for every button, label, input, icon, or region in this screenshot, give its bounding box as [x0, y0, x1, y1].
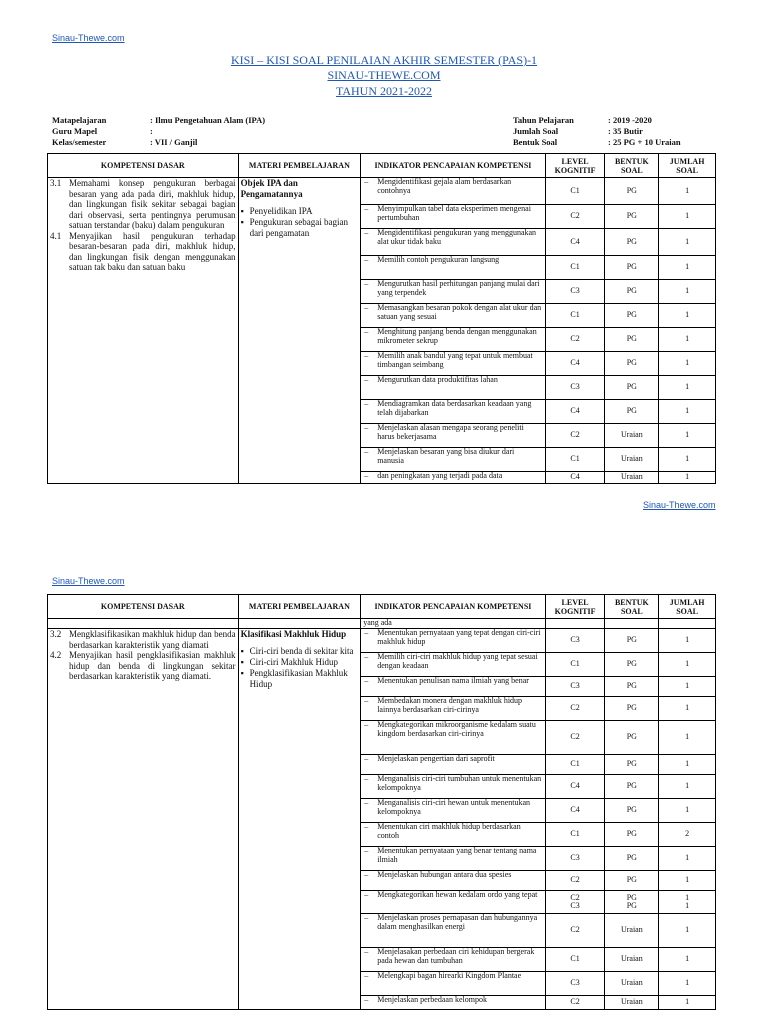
materi-list [241, 646, 359, 690]
materi-item [241, 206, 359, 217]
bentuk-cell: PG [605, 823, 659, 847]
jumlah-cell: 1 [659, 871, 716, 891]
level-cell: C1 [545, 256, 605, 280]
indikator-text: Menjelaskan alasan mengapa seorang peneliti harus bekerjasama [377, 423, 524, 441]
materi-item [241, 668, 359, 690]
dash-icon: – [364, 870, 369, 879]
indikator-cell [361, 996, 545, 1010]
jumlah-cell: 2 [659, 823, 716, 847]
bentuk-cell: PG [605, 256, 659, 280]
indikator-cell [361, 891, 545, 914]
dash-icon: – [364, 754, 369, 763]
indikator-cell [361, 304, 545, 328]
bentuk-cell: Uraian [605, 972, 659, 996]
jumlah-cell: 1 [659, 229, 716, 256]
kd-text: Menyajikan hasil pengklasifikasian makhluk hidup dan benda di lingkungan sekitar berdasarkan karakteristik yang diamati. [69, 650, 236, 681]
doc-title: KISI – KISI SOAL PENILAIAN AKHIR SEMESTER (PAS)-1 [230, 53, 538, 67]
indikator-continuation: yang ada [361, 619, 545, 629]
bentuk-cell: PG [605, 697, 659, 721]
jumlah-cell: 1 [659, 280, 716, 304]
bentuk-cell: Uraian [605, 424, 659, 448]
indikator-text: Menjelaskan besaran yang bisa diukur dari manusia [377, 447, 515, 465]
dash-icon: – [364, 971, 369, 980]
site-link-page2[interactable]: Sinau-Thewe.com [52, 576, 125, 586]
dash-icon: – [364, 822, 369, 831]
level-cell: C4 [545, 775, 605, 799]
jumlah-cell: 1 [659, 755, 716, 775]
indikator-text: Memilih contoh pengukuran langsung [377, 255, 500, 264]
indikator-text: Menentukan pernyataan yang benar tentang nama ilmiah [377, 846, 537, 864]
level-cell: C2 [545, 328, 605, 352]
indikator-text: Mengidentifikasi pengukuran yang menggunakan alat ukur tidak baku [377, 228, 537, 246]
bentuk-cell: PG [605, 328, 659, 352]
materi-item [241, 646, 359, 657]
indikator-text: Memasangkan besaran pokok dengan alat ukur dan satuan yang sesuai [377, 303, 542, 321]
indikator-text: Menjelasakan perbedaan ciri kehidupan bergerak pada hewan dan tumbuhan [377, 947, 535, 965]
level-cell: C1 [545, 178, 605, 205]
indikator-text: Menentukan pernyataan yang tepat dengan ciri-ciri makhluk hidup [377, 628, 541, 646]
level-cell: C3 [545, 847, 605, 871]
header-indikator: INDIKATOR PENCAPAIAN KOMPETENSI [361, 154, 545, 178]
materi-heading: Objek IPA dan Pengamatannya [240, 178, 303, 199]
materi-text: Pengukuran sebagai bagian dari pengamatan [249, 217, 349, 238]
indikator-cell [361, 629, 545, 653]
indikator-text: Menganalisis ciri-ciri tumbuhan untuk menentukan kelompoknya [377, 774, 542, 792]
level-cell: C2 [545, 996, 605, 1010]
level-cell: C4 [545, 352, 605, 376]
jumlah-cell: 1 [659, 178, 716, 205]
dash-icon: – [364, 774, 369, 783]
bentuk-cell: Uraian [605, 448, 659, 472]
meta-right-values: : 2019 -2020 : 35 Butir : 25 PG + 10 Uraian [608, 115, 681, 147]
bentuk-cell: PG [605, 178, 659, 205]
kd-number: 4.1 [50, 230, 62, 241]
dash-icon: – [364, 279, 369, 288]
level-cell: C2 [545, 205, 605, 229]
jumlah-cell: 1 [659, 629, 716, 653]
level-cell: C1 [545, 948, 605, 972]
site-link-top[interactable]: Sinau-Thewe.com [52, 33, 125, 43]
dash-icon: – [364, 652, 369, 661]
dash-icon: – [364, 995, 369, 1004]
level-cell: C2 [545, 424, 605, 448]
materi-text: Ciri-ciri Makhluk Hidup [249, 657, 339, 667]
bentuk-cell: PG [605, 847, 659, 871]
dash-icon: – [364, 255, 369, 264]
indikator-text: Menjelaskan hubungan antara dua spesies [377, 870, 512, 879]
bentuk-cell: PG [605, 775, 659, 799]
meta-left-labels: Matapelajaran Guru Mapel Kelas/semester [52, 115, 107, 147]
jumlah-cell: 1 [659, 352, 716, 376]
indikator-cell [361, 914, 545, 948]
bentuk-cell: PG [605, 755, 659, 775]
indikator-cell [361, 328, 545, 352]
level-cell: C4 [545, 799, 605, 823]
jumlah-cell: 1 [659, 205, 716, 229]
site-link-bottom[interactable]: Sinau-Thewe.com [643, 500, 716, 510]
kd-number: 4.2 [50, 650, 62, 660]
bentuk-cell: Uraian [605, 996, 659, 1010]
dash-icon: – [364, 327, 369, 336]
bullet-icon: ▪ [240, 668, 244, 678]
level-cell: C4 [545, 472, 605, 484]
dash-icon: – [364, 676, 369, 685]
jumlah-cell: 1 [659, 914, 716, 948]
indikator-cell [361, 721, 545, 755]
kd-item [50, 178, 236, 231]
indikator-text: Mengurutkan data produktifitas lahan [377, 375, 498, 384]
jumlah-cell: 1 [659, 304, 716, 328]
level-cell: C2 [545, 914, 605, 948]
jumlah-cell: 1 [659, 448, 716, 472]
bentuk-cell: Uraian [605, 472, 659, 484]
dash-icon: – [364, 628, 369, 637]
materi-text: Pengklasifikasian Makhluk Hidup [249, 668, 348, 689]
materi-cell [238, 629, 361, 1010]
dash-icon: – [364, 204, 369, 213]
indikator-text: dan peningkatan yang terjadi pada data [377, 471, 503, 480]
level-cell: C4 [545, 400, 605, 424]
bentuk-cell: PG [605, 629, 659, 653]
indikator-cell [361, 653, 545, 677]
dash-icon: – [364, 696, 369, 705]
level-cell: C1 [545, 304, 605, 328]
indikator-cell [361, 256, 545, 280]
header-level: LEVEL KOGNITIF [545, 154, 605, 178]
indikator-cell [361, 847, 545, 871]
indikator-text: Mengkategorikan mikroorganisme kedalam suatu kingdom berdasarkan ciri-cirinya [377, 720, 536, 738]
jumlah-cell: 1 [659, 653, 716, 677]
jumlah-cell: 1 [659, 721, 716, 755]
indikator-cell [361, 697, 545, 721]
level-cell: C3 [545, 677, 605, 697]
bentuk-cell: PG [605, 229, 659, 256]
indikator-cell [361, 448, 545, 472]
continuation-row [48, 619, 716, 629]
header-level: LEVEL KOGNITIF [545, 595, 605, 619]
dash-icon: – [364, 351, 369, 360]
bullet-icon: ▪ [240, 657, 244, 667]
bullet-icon: ▪ [240, 217, 244, 227]
bentuk-cell: Uraian [605, 948, 659, 972]
bullet-icon: ▪ [240, 206, 244, 216]
kompetensi-dasar-cell [48, 629, 239, 1010]
header-bentuk: BENTUK SOAL [605, 595, 659, 619]
kd-text: Menyajikan hasil pengukuran terhadap besaran-besaran pada diri, makhluk hidup, dan lingkungan fisik dengan menggunakan satuan tak baku dan satuan baku [69, 230, 236, 272]
level-cell: C2 [545, 871, 605, 891]
kd-item [50, 629, 236, 650]
jumlah-cell: 1 [659, 256, 716, 280]
indikator-cell [361, 948, 545, 972]
bentuk-cell: PG [605, 304, 659, 328]
bentuk-cell: PG [605, 400, 659, 424]
indikator-cell [361, 400, 545, 424]
bentuk-cell: PG [605, 799, 659, 823]
indikator-text: Menganalisis ciri-ciri hewan untuk menentukan kelompoknya [377, 798, 531, 816]
meta-left-values: : Ilmu Pengetahuan Alam (IPA) : : VII / Ganjil [150, 115, 266, 147]
header-kompetensi-dasar: KOMPETENSI DASAR [48, 154, 239, 178]
level-cell: C1 [545, 755, 605, 775]
level-cell: C3 [545, 629, 605, 653]
jumlah-cell: 1 [659, 948, 716, 972]
indikator-text: Menghitung panjang benda dengan menggunakan mikrometer sekrup [377, 327, 537, 345]
bentuk-cell: PG [605, 653, 659, 677]
jumlah-cell: 1 [659, 847, 716, 871]
doc-subtitle-year: TAHUN 2021-2022 [335, 84, 433, 98]
kd-number: 3.1 [50, 178, 62, 188]
indikator-cell [361, 352, 545, 376]
level-cell: C3 [545, 376, 605, 400]
indikator-text: Menjelaskan proses pernapasan dan hubungannya dalam menghasilkan energi [377, 913, 538, 931]
dash-icon: – [364, 177, 369, 186]
indikator-cell [361, 775, 545, 799]
dash-icon: – [364, 228, 369, 237]
jumlah-cell: 1 [659, 996, 716, 1010]
table-row [48, 629, 716, 653]
kisi-table-2 [47, 594, 716, 1010]
jumlah-cell: 1 [659, 775, 716, 799]
dash-icon: – [364, 471, 369, 480]
bullet-icon: ▪ [240, 646, 244, 656]
indikator-cell [361, 677, 545, 697]
indikator-text: Menentukan penulisan nama ilmiah yang benar [377, 676, 529, 685]
bentuk-cell: PG [605, 721, 659, 755]
kd-item [50, 231, 236, 273]
level-cell: C1 [545, 448, 605, 472]
level-cell: C3 [545, 972, 605, 996]
dash-icon: – [364, 890, 369, 899]
header-jumlah: JUMLAH SOAL [659, 595, 716, 619]
dash-icon: – [364, 720, 369, 729]
materi-text: Ciri-ciri benda di sekitar kita [249, 646, 354, 656]
header-kompetensi-dasar: KOMPETENSI DASAR [48, 595, 239, 619]
bentuk-cell: PG [605, 352, 659, 376]
jumlah-cell: 1 [659, 799, 716, 823]
indikator-cell [361, 424, 545, 448]
dash-icon: – [364, 447, 369, 456]
header-jumlah: JUMLAH SOAL [659, 154, 716, 178]
jumlah-cell: 1 [659, 697, 716, 721]
indikator-text: Membedakan monera dengan makhluk hidup lainnya berdasarkan ciri-cirinya [377, 696, 523, 714]
materi-cell [238, 178, 361, 484]
indikator-text: Mendiagramkan data berdasarkan keadaan yang telah dijabarkan [377, 399, 532, 417]
indikator-cell [361, 472, 545, 484]
level-cell: C2 C3 [545, 891, 605, 914]
indikator-cell [361, 178, 545, 205]
bentuk-cell: PG [605, 871, 659, 891]
dash-icon: – [364, 798, 369, 807]
kompetensi-dasar-cell [48, 178, 239, 484]
indikator-cell [361, 280, 545, 304]
kisi-table-1 [47, 153, 716, 484]
level-cell: C4 [545, 229, 605, 256]
bentuk-cell: PG [605, 677, 659, 697]
header-bentuk: BENTUK SOAL [605, 154, 659, 178]
indikator-cell [361, 972, 545, 996]
dash-icon: – [364, 846, 369, 855]
jumlah-cell: 1 [659, 424, 716, 448]
indikator-text: Mengidentifikasi gejala alam berdasarkan contohnya [377, 177, 512, 195]
jumlah-cell: 1 1 [659, 891, 716, 914]
indikator-cell [361, 799, 545, 823]
kd-text: Mengklasifikasikan makhluk hidup dan benda berdasarkan karakteristik yang diamati [69, 629, 236, 650]
indikator-cell [361, 205, 545, 229]
jumlah-cell: 1 [659, 376, 716, 400]
bentuk-cell: PG [605, 280, 659, 304]
header-materi: MATERI PEMBELAJARAN [238, 154, 361, 178]
indikator-text: Mengkategorikan hewan kedalam ordo yang tepat [377, 890, 538, 899]
materi-item [241, 657, 359, 668]
kd-number: 3.2 [50, 629, 62, 639]
jumlah-cell: 1 [659, 677, 716, 697]
level-cell: C1 [545, 823, 605, 847]
dash-icon: – [364, 375, 369, 384]
table-row [48, 178, 716, 205]
materi-list [241, 206, 359, 239]
dash-icon: – [364, 423, 369, 432]
bentuk-cell: PG [605, 376, 659, 400]
indikator-text: Menjelaskan perbedaan kelompok [377, 995, 487, 1004]
bentuk-cell: PG PG [605, 891, 659, 914]
indikator-cell [361, 229, 545, 256]
materi-text: Penyelidikan IPA [249, 206, 313, 216]
doc-subtitle-site: SINAU-THEWE.COM [327, 68, 441, 82]
dash-icon: – [364, 303, 369, 312]
indikator-cell [361, 755, 545, 775]
indikator-text: Mengurutkan hasil perhitungan panjang mulai dari yang terpendek [377, 279, 540, 297]
indikator-text: Menjelaskan pengertian dari saprofit [377, 754, 495, 763]
level-cell: C2 [545, 721, 605, 755]
indikator-text: Memilih ciri-ciri makhluk hidup yang tepat sesuai dengan keadaan [377, 652, 538, 670]
kd-item [50, 650, 236, 682]
dash-icon: – [364, 947, 369, 956]
indikator-text: Melengkapi bagan hirearki Kingdom Plantae [377, 971, 522, 980]
header-indikator: INDIKATOR PENCAPAIAN KOMPETENSI [361, 595, 545, 619]
jumlah-cell: 1 [659, 972, 716, 996]
bentuk-cell: PG [605, 205, 659, 229]
level-cell: C3 [545, 280, 605, 304]
jumlah-cell: 1 [659, 328, 716, 352]
indikator-cell [361, 871, 545, 891]
meta-right-labels: Tahun Pelajaran Jumlah Soal Bentuk Soal [513, 115, 574, 147]
indikator-cell [361, 823, 545, 847]
bentuk-cell: Uraian [605, 914, 659, 948]
dash-icon: – [364, 913, 369, 922]
header-materi: MATERI PEMBELAJARAN [238, 595, 361, 619]
dash-icon: – [364, 399, 369, 408]
level-cell: C1 [545, 653, 605, 677]
kd-text: Memahami konsep pengukuran berbagai besaran yang ada pada diri, makhluk hidup, dan lingkungan fisik sekitar sebagai bagian dari observasi, serta pentingnya perumusan satuan terstandar (baku) dalam pengukuran [69, 178, 236, 230]
materi-heading: Klasifikasi Makhluk Hidup [240, 629, 347, 639]
indikator-cell [361, 376, 545, 400]
indikator-text: Menentukan ciri makhluk hidup berdasarkan contoh [377, 822, 521, 840]
jumlah-cell: 1 [659, 400, 716, 424]
indikator-text: Memilih anak bandul yang tepat untuk membuat timbangan seimbang [377, 351, 533, 369]
materi-item [241, 217, 359, 239]
jumlah-cell: 1 [659, 472, 716, 484]
level-cell: C2 [545, 697, 605, 721]
indikator-text: Menyimpulkan tabel data eksperimen mengenai pertumbuhan [377, 204, 531, 222]
